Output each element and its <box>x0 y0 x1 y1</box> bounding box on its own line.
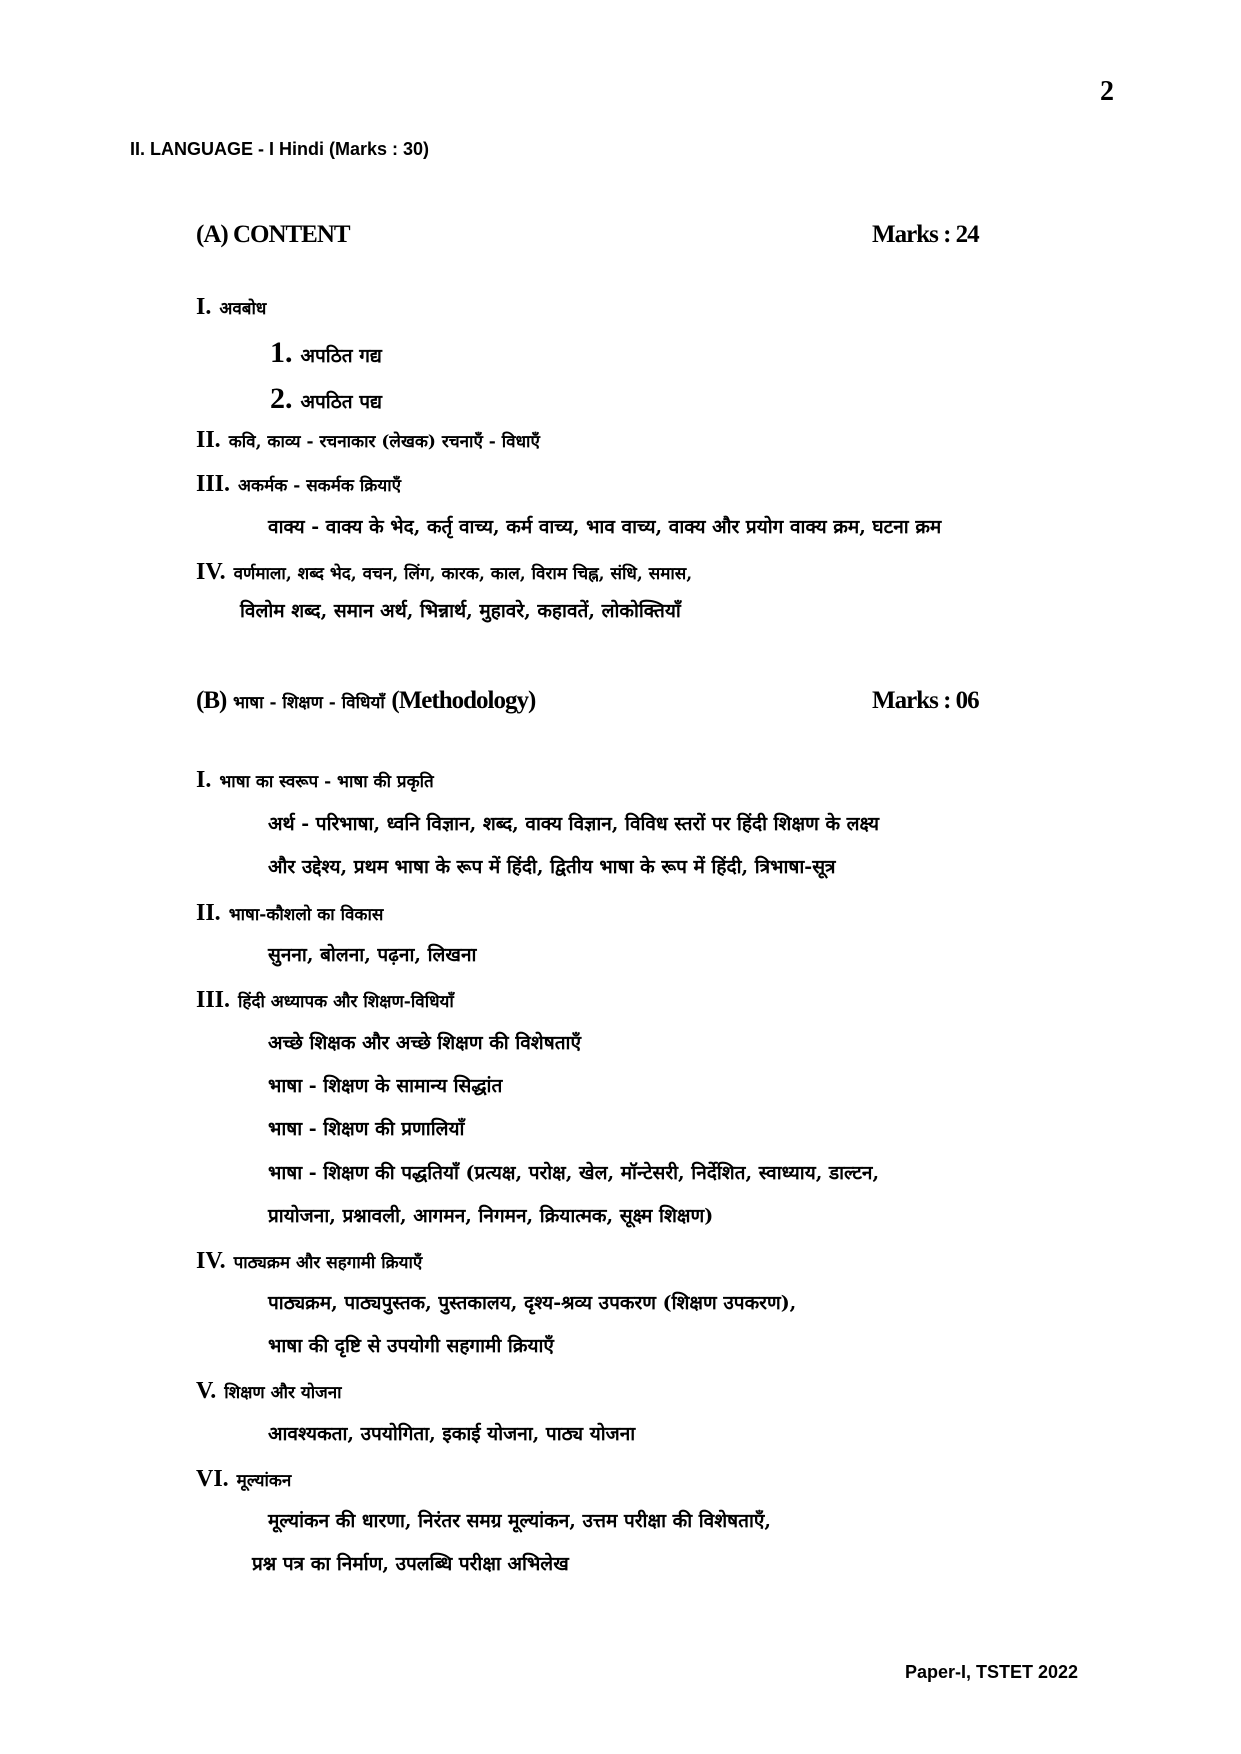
item-number: 2. <box>270 382 293 415</box>
outline-text <box>268 946 476 965</box>
item-text: सुनना, बोलना, पढ़ना, लिखना <box>268 944 477 966</box>
outline-heading <box>196 768 434 792</box>
part-b-title-hindi: भाषा - शिक्षण - विधियाँ <box>232 693 385 713</box>
part-b-prefix: (B) <box>196 687 227 714</box>
item-number: III. <box>196 987 231 1013</box>
outline-text <box>240 602 681 621</box>
item-text: शिक्षण और योजना <box>224 1383 342 1403</box>
item-text: विलोम शब्द, समान अर्थ, भिन्नार्थ, मुहावरे, कहावतें, लोकोक्तियाँ <box>240 600 681 622</box>
outline-text <box>268 1337 554 1356</box>
outline-text <box>268 518 941 537</box>
footer: Paper-I, TSTET 2022 <box>905 1662 1079 1682</box>
part-b-title <box>196 688 535 713</box>
outline-heading <box>196 1379 342 1403</box>
outline-heading <box>196 428 540 452</box>
outline-heading <box>270 384 382 414</box>
item-text: कवि, काव्य - रचनाकार (लेखक) रचनाएँ - विधाएँ <box>228 432 540 452</box>
outline-text <box>268 1512 771 1531</box>
item-text: भाषा का स्वरूप - भाषा की प्रकृति <box>219 772 434 792</box>
item-text: पाठ्यक्रम, पाठ्यपुस्तक, पुस्तकालय, दृश्य-श्रव्य उपकरण (शिक्षण उपकरण), <box>268 1292 797 1314</box>
item-number: IV. <box>196 559 226 585</box>
part-b-marks: Marks : 06 <box>872 687 979 714</box>
outline-text <box>268 1294 796 1313</box>
outline-text <box>268 1077 502 1096</box>
item-text: और उद्देश्य, प्रथम भाषा के रूप में हिंदी, द्वितीय भाषा के रूप में हिंदी, त्रिभाषा-सूत्र <box>268 856 836 878</box>
item-text: वर्णमाला, शब्द भेद, वचन, लिंग, कारक, काल, विराम चिह्न, संधि, समास, <box>233 564 693 584</box>
item-text: अर्थ - परिभाषा, ध्वनि विज्ञान, शब्द, वाक्य विज्ञान, विविध स्तरों पर हिंदी शिक्षण के लक्ष्य <box>268 813 880 835</box>
outline-text <box>268 1207 713 1226</box>
item-text: प्रायोजना, प्रश्नावली, आगमन, निगमन, क्रियात्मक, सूक्ष्म शिक्षण) <box>268 1205 714 1227</box>
outline-heading <box>196 1249 422 1273</box>
item-text: अकर्मक - सकर्मक क्रियाएँ <box>238 476 402 496</box>
item-text: अच्छे शिक्षक और अच्छे शिक्षण की विशेषताएँ <box>268 1032 581 1054</box>
item-number: VI. <box>196 1466 229 1492</box>
outline-heading <box>196 472 401 496</box>
item-number: I. <box>196 294 212 320</box>
item-number: III. <box>196 471 231 497</box>
outline-heading <box>196 901 383 925</box>
item-text: आवश्यकता, उपयोगिता, इकाई योजना, पाठ्य योजना <box>268 1423 636 1445</box>
outline-text <box>268 1164 879 1183</box>
outline-heading <box>270 338 382 368</box>
item-text: अपठित पद्य <box>300 391 382 413</box>
part-a-title: (A) CONTENT <box>196 221 350 248</box>
page-number: 2 <box>1100 76 1114 107</box>
item-number: 1. <box>270 336 293 369</box>
item-text: भाषा-कौशलो का विकास <box>228 905 384 925</box>
section-title: II. LANGUAGE - I Hindi (Marks : 30) <box>130 139 430 159</box>
item-number: V. <box>196 1378 217 1404</box>
item-text: प्रश्न पत्र का निर्माण, उपलब्धि परीक्षा अभिलेख <box>252 1553 569 1575</box>
outline-text <box>268 858 836 877</box>
item-text: मूल्यांकन <box>236 1471 292 1491</box>
outline-text <box>268 1425 635 1444</box>
item-number: IV. <box>196 1248 226 1274</box>
outline-heading <box>196 1467 291 1491</box>
item-number: II. <box>196 900 221 926</box>
part-b-title-en: (Methodology) <box>391 687 536 714</box>
item-text: हिंदी अध्यापक और शिक्षण-विधियाँ <box>238 992 454 1012</box>
outline-text <box>268 1034 581 1053</box>
item-text: अपठित गद्य <box>300 345 382 367</box>
item-text: वाक्य - वाक्य के भेद, कर्तृ वाच्य, कर्म वाच्य, भाव वाच्य, वाक्य और प्रयोग वाक्य क्रम, घटना क्रम <box>268 516 942 538</box>
item-text: पाठ्यक्रम और सहगामी क्रियाएँ <box>233 1253 423 1273</box>
outline-text <box>268 1120 464 1139</box>
outline-heading <box>196 988 454 1012</box>
item-text: भाषा - शिक्षण की पद्धतियाँ (प्रत्यक्ष, परोक्ष, खेल, मॉन्टेसरी, निर्देशित, स्वाध्याय, डाल्टन, <box>268 1162 880 1184</box>
item-text: भाषा की दृष्टि से उपयोगी सहगामी क्रियाएँ <box>268 1335 554 1357</box>
item-text: भाषा - शिक्षण की प्रणालियाँ <box>268 1118 465 1140</box>
item-text: भाषा - शिक्षण के सामान्य सिद्धांत <box>268 1075 503 1097</box>
part-a-marks: Marks : 24 <box>872 221 979 248</box>
item-number: II. <box>196 427 221 453</box>
outline-heading <box>196 295 266 319</box>
item-number: I. <box>196 767 212 793</box>
item-text: अवबोध <box>219 299 267 319</box>
outline-heading <box>196 560 692 584</box>
outline-text <box>252 1555 569 1574</box>
item-text: मूल्यांकन की धारणा, निरंतर समग्र मूल्यांकन, उत्तम परीक्षा की विशेषताएँ, <box>268 1510 772 1532</box>
outline-text <box>268 815 879 834</box>
